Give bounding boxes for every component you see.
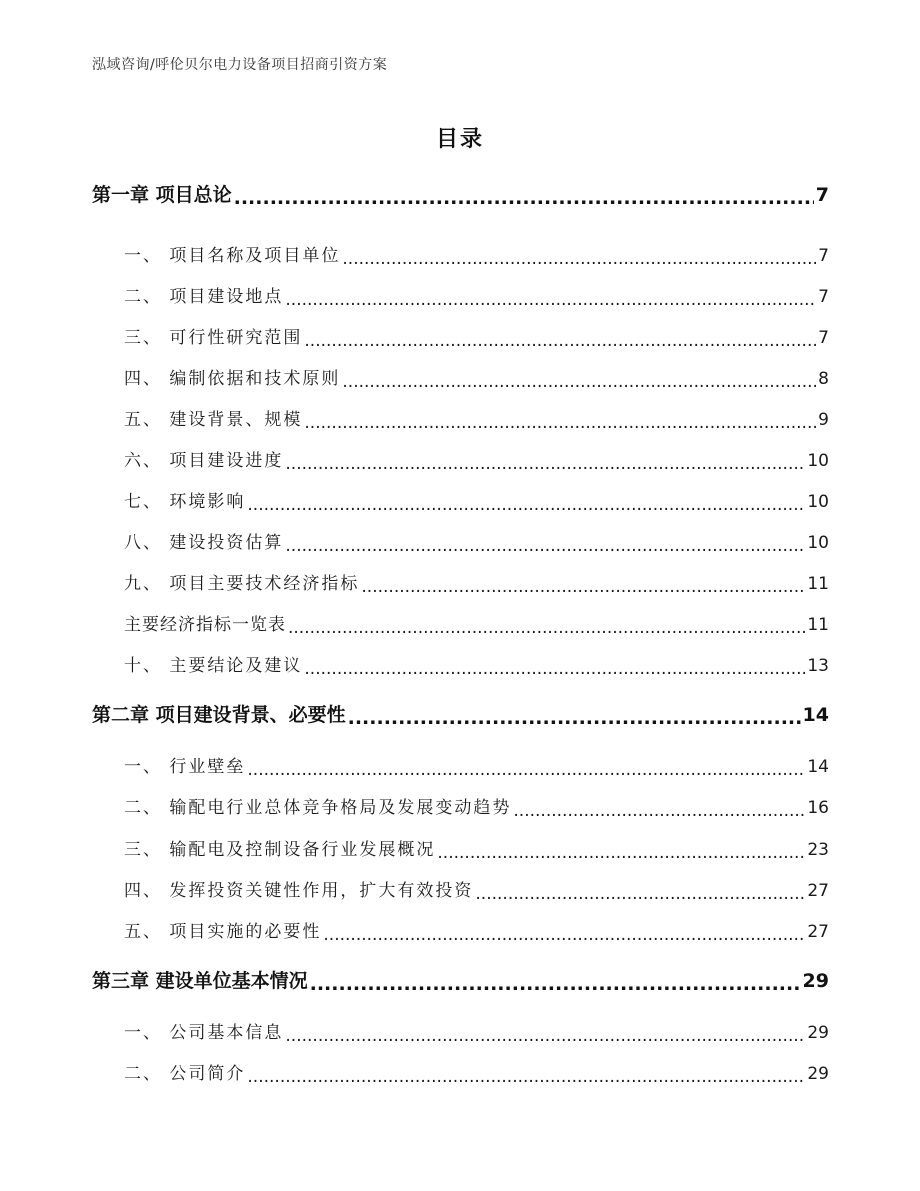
toc-page-number: 9 — [818, 410, 829, 430]
toc-entry-label: 三、 可行性研究范围 — [124, 328, 303, 348]
toc-section[interactable] — [124, 410, 829, 430]
toc-entry-label: 六、 项目建设进度 — [124, 451, 284, 471]
toc-section[interactable] — [124, 922, 829, 942]
toc-page-number: 11 — [807, 615, 829, 635]
toc-page-number: 29 — [807, 1023, 829, 1043]
toc-entry-label: 二、 公司简介 — [124, 1064, 246, 1084]
toc-leader-dots — [304, 413, 816, 430]
toc-chapter-1[interactable] — [92, 184, 829, 207]
toc-entry-label: 八、 建设投资估算 — [124, 533, 284, 553]
toc-leader-dots — [342, 249, 816, 266]
toc-page-number: 23 — [807, 840, 829, 860]
toc-entry-label: 九、 项目主要技术经济指标 — [124, 574, 360, 594]
toc-section[interactable] — [124, 328, 829, 348]
toc-leader-dots — [285, 290, 816, 307]
toc-page-number: 16 — [807, 798, 829, 818]
toc-page-number: 7 — [815, 184, 829, 206]
toc-leader-dots — [247, 760, 805, 777]
toc-entry-label: 十、 主要结论及建议 — [124, 656, 303, 676]
toc-section[interactable] — [124, 451, 829, 471]
toc-leader-dots — [234, 188, 814, 207]
toc-leader-dots — [285, 536, 805, 553]
toc-entry-label: 七、 环境影响 — [124, 492, 246, 512]
toc-page-number: 11 — [807, 574, 829, 594]
toc-section[interactable] — [124, 840, 829, 860]
toc-leader-dots — [361, 577, 805, 594]
toc-leader-dots — [304, 659, 805, 676]
toc-entry-label: 五、 项目实施的必要性 — [124, 922, 322, 942]
toc-chapter-3[interactable] — [92, 970, 829, 993]
toc-entry-label: 第二章 项目建设背景、必要性 — [92, 704, 346, 726]
toc-entry-label: 五、 建设背景、规模 — [124, 410, 303, 430]
toc-entry-label: 一、 行业壁垒 — [124, 757, 246, 777]
toc-leader-dots — [285, 1026, 805, 1043]
toc-entry-label: 二、 输配电行业总体竞争格局及发展变动趋势 — [124, 798, 512, 818]
toc-entry-label: 第三章 建设单位基本情况 — [92, 970, 308, 992]
toc-section[interactable] — [124, 757, 829, 777]
toc-entry-label: 四、 发挥投资关键性作用，扩大有效投资 — [124, 881, 474, 901]
toc-section[interactable] — [124, 1064, 829, 1084]
running-header: 泓域咨询/呼伦贝尔电力设备项目招商引资方案 — [92, 57, 388, 73]
toc-page-number: 27 — [807, 881, 829, 901]
toc-leader-dots — [304, 331, 816, 348]
toc-leader-dots — [342, 372, 816, 389]
toc-page-number: 27 — [807, 922, 829, 942]
toc-page-number: 7 — [818, 246, 829, 266]
toc-section[interactable] — [124, 881, 829, 901]
toc-section[interactable] — [124, 615, 829, 635]
toc-section[interactable] — [124, 246, 829, 266]
toc-entry-label: 二、 项目建设地点 — [124, 287, 284, 307]
toc-section[interactable] — [124, 1023, 829, 1043]
toc-page-number: 14 — [807, 757, 829, 777]
page-title: 目录 — [435, 127, 484, 152]
toc-leader-dots — [323, 925, 805, 942]
toc-page-number: 10 — [807, 533, 829, 553]
toc-section[interactable] — [124, 533, 829, 553]
toc-entry-label: 一、 公司基本信息 — [124, 1023, 284, 1043]
toc-leader-dots — [475, 884, 805, 901]
toc-page-number: 8 — [818, 369, 829, 389]
toc-section[interactable] — [124, 287, 829, 307]
toc-page-number: 7 — [818, 328, 829, 348]
toc-entry-label: 三、 输配电及控制设备行业发展概况 — [124, 840, 436, 860]
toc-page-number: 10 — [807, 451, 829, 471]
toc-entry-label: 一、 项目名称及项目单位 — [124, 246, 341, 266]
toc-leader-dots — [288, 618, 805, 635]
toc-section[interactable] — [124, 492, 829, 512]
toc-entry-label: 第一章 项目总论 — [92, 184, 232, 206]
toc-leader-dots — [310, 974, 801, 993]
toc-entry-label: 主要经济指标一览表 — [124, 615, 286, 635]
toc-page-number: 14 — [802, 704, 829, 726]
toc-leader-dots — [247, 495, 805, 512]
toc-page-number: 29 — [807, 1064, 829, 1084]
toc-page-number: 29 — [802, 970, 829, 992]
toc-leader-dots — [285, 454, 805, 471]
toc-section[interactable] — [124, 798, 829, 818]
toc-leader-dots — [513, 801, 805, 818]
toc-section[interactable] — [124, 369, 829, 389]
toc-page-number: 13 — [807, 656, 829, 676]
toc-leader-dots — [247, 1067, 805, 1084]
toc-section[interactable] — [124, 574, 829, 594]
toc-leader-dots — [437, 843, 805, 860]
toc-page-number: 10 — [807, 492, 829, 512]
toc-entry-label: 四、 编制依据和技术原则 — [124, 369, 341, 389]
toc-leader-dots — [348, 708, 801, 727]
toc-section[interactable] — [124, 656, 829, 676]
toc-chapter-2[interactable] — [92, 704, 829, 727]
toc-page-number: 7 — [818, 287, 829, 307]
